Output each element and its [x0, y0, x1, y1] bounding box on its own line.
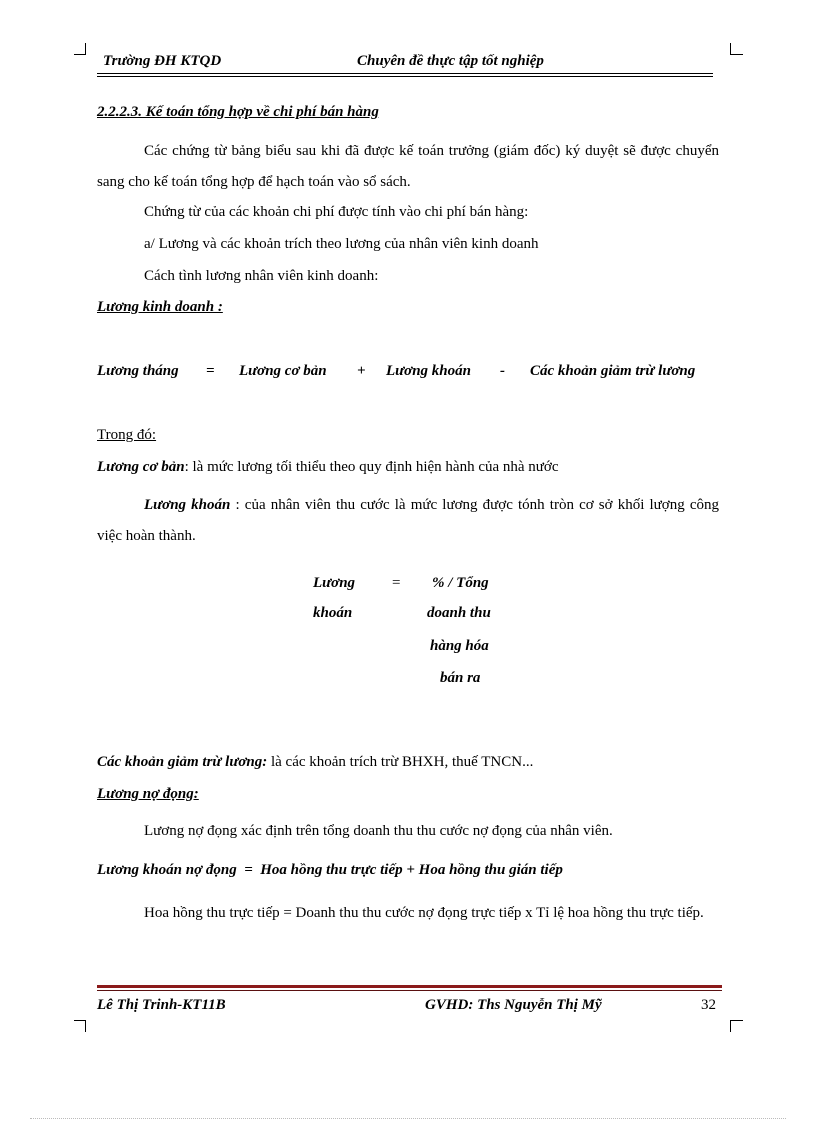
formula1-term3: Các khoản giảm trừ lương — [530, 363, 696, 379]
formula2-rhs-line4: bán ra — [440, 670, 481, 686]
debt-paragraph: Lương nợ đọng xác định trên tổng doanh thu thu cước nợ đọng của nhân viên. — [144, 823, 613, 839]
subheading-luong-no-dong: Lương nợ đọng: — [97, 786, 199, 802]
formula1-eq: = — [206, 363, 215, 379]
paragraph-2: Chứng từ của các khoản chi phí được tính vào chi phí bán hàng: — [144, 204, 529, 220]
paragraph-1 — [97, 136, 719, 198]
footer-page-number: 32 — [701, 997, 716, 1013]
corner-mark-bottom-left — [85, 1020, 86, 1032]
definition-luong-co-ban — [97, 459, 559, 476]
header-school: Trường ĐH KTQD — [103, 53, 222, 69]
header-rule-2 — [97, 76, 713, 77]
formula2-lhs-line1: Lương — [313, 575, 356, 591]
formula2-rhs-line1: % / Tổng — [432, 575, 489, 591]
formula1-lhs: Lương tháng — [97, 363, 179, 379]
corner-mark-bottom-left-h — [74, 1020, 86, 1021]
formula2-lhs-line2: khoán — [313, 605, 353, 621]
subheading-luong-kinh-doanh: Lương kinh doanh : — [97, 299, 223, 315]
definition-luong-co-ban-term: Lương cơ bản — [97, 459, 185, 475]
footer-author: Lê Thị Trinh-KT11B — [97, 997, 226, 1013]
formula2-eq: = — [392, 575, 401, 591]
corner-mark-top-right-h — [731, 54, 743, 55]
definition-luong-khoan-text: : của nhân viên thu cước là mức lương được tónh tròn cơ sở khối lượng công việc hoàn thành. — [97, 497, 719, 544]
corner-mark-top-left-h — [74, 54, 86, 55]
section-heading: 2.2.2.3. Kế toán tổng hợp về chi phí bán hàng — [97, 104, 379, 120]
header-title: Chuyên đề thực tập tốt nghiệp — [357, 53, 544, 69]
corner-mark-bottom-right — [730, 1020, 731, 1032]
definition-luong-khoan-term: Lương khoán — [144, 497, 231, 513]
formula2-rhs-line3: hàng hóa — [430, 638, 489, 654]
footer-advisor: GVHD: Ths Nguyễn Thị Mỹ — [425, 997, 602, 1013]
debt-paragraph-2 — [97, 898, 719, 929]
paragraph-1-text: Các chứng từ bảng biểu sau khi đã được kế toán trưởng (giám đốc) ký duyệt sẽ được chuyển sang cho kế toán tổng hợp để hạch toán vào sổ sách. — [97, 143, 719, 190]
deductions-term: Các khoản giảm trừ lương: — [97, 754, 268, 770]
formula2-rhs-line2: doanh thu — [427, 605, 491, 621]
paragraph-4: Cách tình lương nhân viên kinh doanh: — [144, 268, 379, 284]
debt-paragraph-2-text: Hoa hồng thu trực tiếp = Doanh thu thu cước nợ đọng trực tiếp x Tỉ lệ hoa hồng thu trực tiếp. — [144, 905, 704, 921]
footer-rule — [97, 985, 722, 988]
header-rule — [97, 73, 713, 74]
paragraph-3: a/ Lương và các khoản trích theo lương của nhân viên kinh doanh — [144, 236, 539, 252]
definition-luong-co-ban-text: : là mức lương tối thiểu theo quy định hiện hành của nhà nước — [184, 459, 559, 475]
corner-mark-bottom-right-h — [731, 1020, 743, 1021]
debt-formula: Lương khoán nợ đọng = Hoa hồng thu trực tiếp + Hoa hồng thu gián tiếp — [97, 862, 563, 878]
definition-luong-khoan — [97, 490, 719, 552]
deductions-definition — [97, 754, 533, 771]
formula1-minus: - — [500, 363, 505, 379]
formula1-term1: Lương cơ bản — [239, 363, 327, 379]
formula1-term2: Lương khoán — [386, 363, 471, 379]
deductions-text: là các khoản trích trừ BHXH, thuế TNCN... — [267, 754, 534, 770]
formula1-plus: + — [357, 363, 366, 379]
page-bottom-edge — [30, 1118, 786, 1119]
footer-rule-thin — [97, 990, 722, 991]
trong-do-label: Trong đó: — [97, 427, 157, 443]
